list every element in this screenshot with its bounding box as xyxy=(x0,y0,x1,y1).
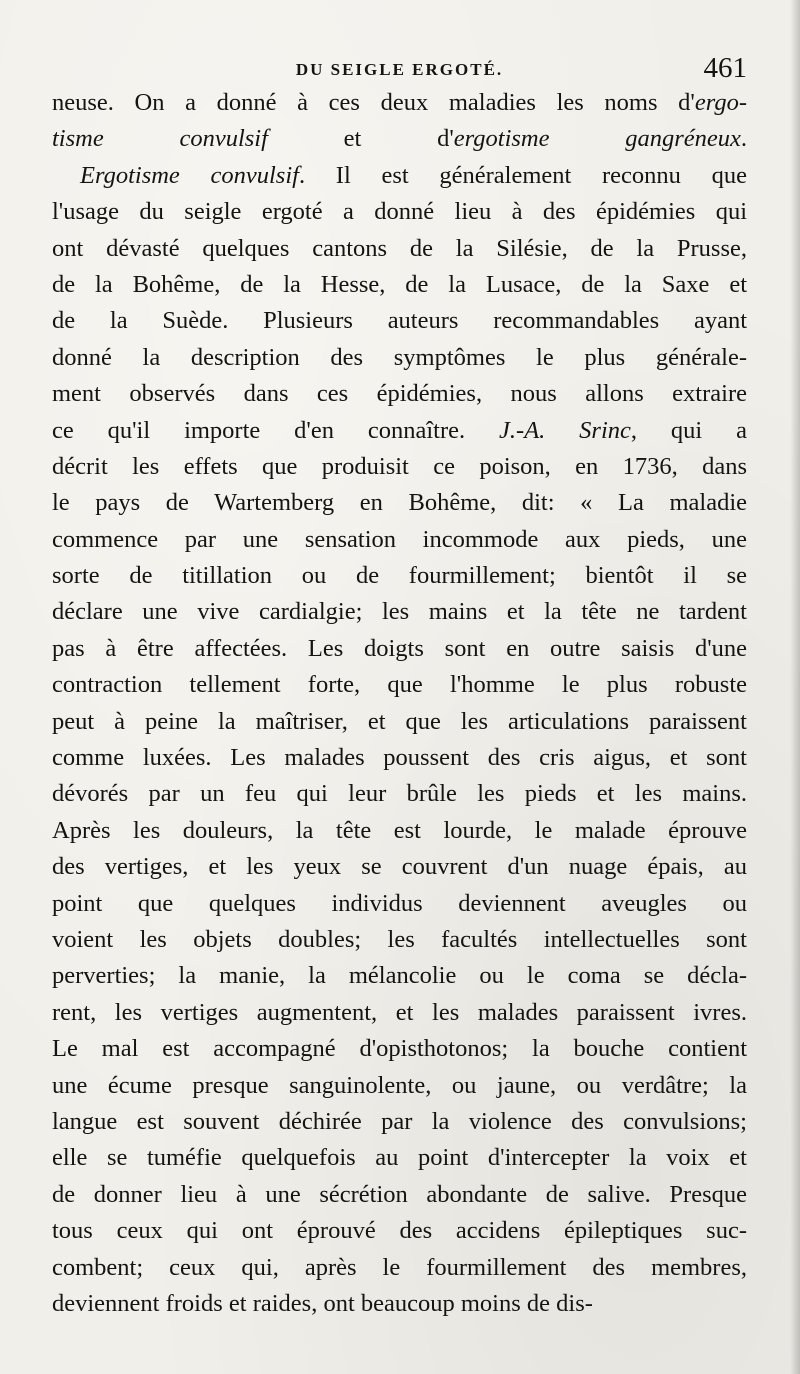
text-run: neuse. On a donné à ces deux maladies les noms d' xyxy=(52,89,695,116)
text-run: de la Suède. Plusieurs auteurs recommandables ayant xyxy=(52,307,747,335)
text-line xyxy=(52,849,747,885)
text-run: langue est souvent déchirée par la violence des convulsions; xyxy=(52,1107,747,1135)
italic-text: J.-A. Srinc xyxy=(499,416,631,444)
text-line xyxy=(52,1031,747,1067)
text-line xyxy=(52,922,747,958)
text-run: perverties; la manie, la mélancolie ou le coma se décla- xyxy=(52,962,747,990)
text-line xyxy=(52,667,747,703)
running-head-title: DU SEIGLE ERGOTÉ. xyxy=(295,60,504,79)
text-run: combent; ceux qui, après le fourmillement des membres, xyxy=(52,1253,747,1281)
text-run: , qui a xyxy=(630,416,747,444)
text-line xyxy=(52,631,747,667)
text-line xyxy=(52,1068,747,1104)
text-line xyxy=(52,158,747,194)
text-run: voient les objets doubles; les facultés intellectuelles sont xyxy=(52,925,747,953)
text-line xyxy=(52,1213,747,1249)
text-run: et d' xyxy=(267,125,454,153)
italic-text: ergo- xyxy=(694,89,747,116)
text-run: point que quelques individus deviennent aveugles ou xyxy=(52,889,747,917)
text-line xyxy=(52,231,747,267)
text-line xyxy=(52,376,747,412)
text-run: l'usage du seigle ergoté a donné lieu à des épidémies qui xyxy=(52,198,747,226)
text-line xyxy=(52,340,747,376)
text-run: de donner lieu à une sécrétion abondante de salive. Presque xyxy=(52,1180,747,1208)
text-run: décrit les effets que produisit ce poison, en 1736, dans xyxy=(52,452,747,480)
text-line xyxy=(52,85,747,121)
text-line xyxy=(52,813,747,849)
text-run: ont dévasté quelques cantons de la Silésie, de la Prusse, xyxy=(52,234,747,262)
text-line xyxy=(52,1250,747,1286)
text-run: deviennent froids et raides, ont beaucoup moins de dis- xyxy=(52,1289,593,1317)
text-line xyxy=(52,194,747,230)
text-run: contraction tellement forte, que l'homme le plus robuste xyxy=(52,671,747,699)
text-line xyxy=(52,449,747,485)
text-line xyxy=(52,1177,747,1213)
text-run: . Il est généralement reconnu que xyxy=(298,161,747,189)
text-run: rent, les vertiges augmentent, et les malades paraissent ivres. xyxy=(52,998,747,1026)
text-run: le pays de Wartemberg en Bohême, dit: « La maladie xyxy=(52,489,747,517)
text-line xyxy=(52,1104,747,1140)
text-run: une écume presque sanguinolente, ou jaune, ou verdâtre; la xyxy=(52,1071,747,1099)
text-run: dévorés par un feu qui leur brûle les pieds et les mains. xyxy=(52,780,747,808)
text-run: commence par une sensation incommode aux pieds, une xyxy=(52,525,747,553)
text-line xyxy=(52,558,747,594)
page-number: 461 xyxy=(703,52,747,84)
italic-text: ergotisme gangréneux xyxy=(453,125,741,153)
page-edge-shadow xyxy=(790,0,800,1374)
text-line xyxy=(52,267,747,303)
text-run: ce qu'il importe d'en connaître. xyxy=(52,416,500,444)
text-run: de la Bohême, de la Hesse, de la Lusace, de la Saxe et xyxy=(52,270,747,298)
body-text xyxy=(52,85,747,1322)
text-run: . xyxy=(740,125,747,153)
text-line xyxy=(52,704,747,740)
text-run: donné la description des symptômes le plus générale- xyxy=(52,343,747,371)
text-line xyxy=(52,776,747,812)
text-line xyxy=(52,522,747,558)
italic-text: tisme convulsif xyxy=(52,125,268,153)
text-line xyxy=(52,413,747,449)
text-run: comme luxées. Les malades poussent des cris aigus, et sont xyxy=(52,744,747,772)
text-line xyxy=(52,740,747,776)
text-run: peut à peine la maîtriser, et que les articulations paraissent xyxy=(52,707,747,735)
text-run: déclare une vive cardialgie; les mains et la tête ne tardent xyxy=(52,598,747,626)
text-line xyxy=(52,303,747,339)
text-line xyxy=(52,995,747,1031)
text-run: Le mal est accompagné d'opisthotonos; la bouche contient xyxy=(52,1035,747,1063)
text-line xyxy=(52,1286,747,1322)
text-run: pas à être affectées. Les doigts sont en outre saisis d'une xyxy=(52,634,747,662)
text-line xyxy=(52,121,747,157)
italic-text: Ergotisme convulsif xyxy=(80,161,299,189)
text-run: sorte de titillation ou de fourmillement; bientôt il se xyxy=(52,562,747,590)
text-run: tous ceux qui ont éprouvé des accidens épileptiques suc- xyxy=(52,1217,747,1245)
text-run: elle se tuméfie quelquefois au point d'intercepter la voix et xyxy=(52,1144,747,1172)
text-run: Après les douleurs, la tête est lourde, le malade éprouve xyxy=(52,816,747,844)
text-run: des vertiges, et les yeux se couvrent d'un nuage épais, au xyxy=(52,853,747,881)
text-line xyxy=(52,958,747,994)
text-line xyxy=(52,1140,747,1176)
text-run: ment observés dans ces épidémies, nous allons extraire xyxy=(52,380,747,408)
text-line xyxy=(52,886,747,922)
text-line xyxy=(52,485,747,521)
text-line xyxy=(52,594,747,630)
